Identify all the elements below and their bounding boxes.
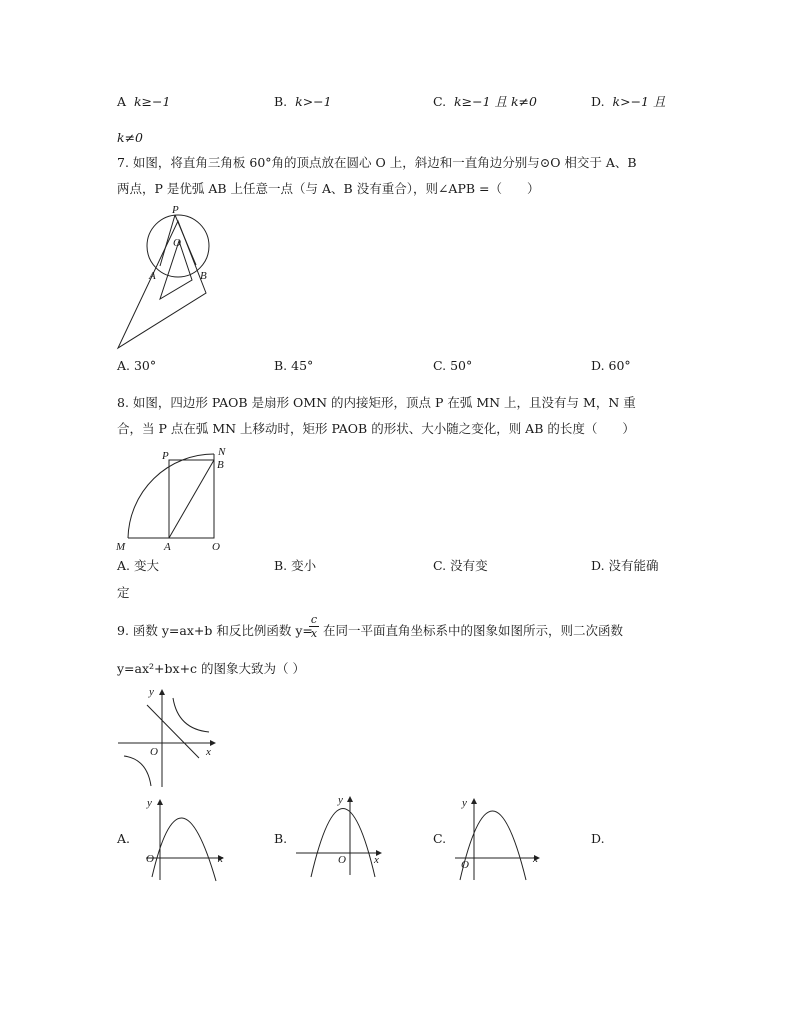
- q9-option-c-graph[interactable]: [452, 792, 562, 882]
- q9-ref-label-o: O: [150, 746, 158, 758]
- q7-label-b: B: [200, 270, 207, 282]
- q9-ref-label-y: y: [149, 686, 154, 698]
- q9-c-y-arrow: [471, 798, 477, 804]
- q7-figure: [110, 203, 230, 353]
- q9-stem-suffix: 在同一平面直角坐标系中的图象如图所示，则二次函数: [323, 623, 624, 638]
- q7-label-p: P: [172, 204, 179, 216]
- q9-option-d-label[interactable]: D.: [591, 831, 605, 846]
- q8-option-d[interactable]: D. 没有能确: [591, 558, 659, 573]
- q9-option-b-label[interactable]: B.: [274, 831, 288, 846]
- q9-ref-y-arrow: [159, 689, 165, 695]
- q9-c-label-x: x: [533, 853, 538, 865]
- q8-option-a[interactable]: A. 变大: [117, 558, 159, 573]
- q7-option-a[interactable]: A. 30°: [117, 358, 157, 373]
- q9-ref-hyperbola-lower: [124, 756, 151, 786]
- q6-option-a[interactable]: [117, 96, 170, 109]
- q7-option-c[interactable]: C. 50°: [433, 358, 473, 373]
- q9-b-label-o: O: [338, 854, 346, 866]
- q9-a-label-x: x: [218, 853, 223, 865]
- q6-option-a-text: k≥−1: [133, 94, 171, 109]
- q8-stem-line1: 8. 如图，四边形 PAOB 是扇形 OMN 的内接矩形，顶点 P 在弧 MN 上，且没有与 M，N 重: [117, 395, 636, 410]
- q6-option-b-letter: B.: [274, 94, 288, 109]
- q9-option-b-graph[interactable]: [290, 790, 400, 880]
- q6-option-d-text: k>−1 且: [612, 94, 666, 109]
- q8-label-m: M: [116, 541, 126, 553]
- q6-option-d-continuation: k≠0: [117, 130, 144, 145]
- q9-a-label-o: O: [146, 853, 154, 865]
- q9-c-parabola: [460, 811, 526, 880]
- q9-stem-prefix: 9. 函数 y=ax+b 和反比例函数 y=: [117, 623, 313, 638]
- q9-a-y-arrow: [157, 799, 163, 805]
- q9-stem-line2: y=ax²+bx+c 的图象大致为（ ）: [117, 661, 305, 676]
- q8-stem-line2: 合，当 P 点在弧 MN 上移动时，矩形 PAOB 的形状、大小随之变化，则 AB 的长度（ ）: [117, 421, 635, 436]
- q8-figure: [112, 446, 242, 556]
- q6-option-d[interactable]: [591, 96, 665, 109]
- q6-option-d-letter: D.: [591, 94, 605, 109]
- q8-option-c[interactable]: C. 没有变: [433, 558, 488, 573]
- q9-b-label-y: y: [338, 794, 343, 806]
- q9-fraction: [309, 614, 319, 639]
- q8-label-n: N: [218, 446, 226, 458]
- q9-a-parabola: [152, 818, 216, 881]
- q8-option-d-continuation: 定: [117, 585, 130, 600]
- q9-b-parabola: [311, 809, 375, 878]
- q9-option-c-label[interactable]: C.: [433, 831, 447, 846]
- q9-b-y-arrow: [347, 796, 353, 802]
- q8-label-a: A: [164, 541, 171, 553]
- q8-sector-arc: [128, 454, 214, 538]
- q6-option-b[interactable]: [274, 96, 332, 109]
- q7-stem-line1: 7. 如图，将直角三角板 60°角的顶点放在圆心 O 上，斜边和一直角边分别与⊙O 相交于 A、B: [117, 155, 637, 170]
- q6-option-b-text: k>−1: [295, 94, 332, 109]
- q9-fraction-numerator: c: [310, 613, 318, 626]
- q9-a-label-y: y: [147, 797, 152, 809]
- q9-ref-label-x: x: [206, 746, 211, 758]
- q6-option-c-text: k≥−1 且 k≠0: [454, 94, 537, 109]
- q9-option-a-label[interactable]: A.: [117, 831, 131, 846]
- q9-c-label-y: y: [462, 797, 467, 809]
- q9-option-a-graph[interactable]: [140, 795, 250, 885]
- q9-c-label-o: O: [461, 859, 469, 871]
- q8-label-p: P: [162, 450, 169, 462]
- q9-stem-line1: [117, 625, 313, 638]
- q7-label-a: A: [149, 270, 156, 282]
- q9-reference-graph: [115, 683, 225, 793]
- q7-option-b[interactable]: B. 45°: [274, 358, 314, 373]
- q6-option-a-letter: A: [117, 94, 127, 109]
- q9-fraction-denominator: x: [310, 627, 318, 640]
- q7-triangle-outer: [118, 221, 206, 348]
- q8-diagonal-ab: [169, 460, 214, 538]
- q8-option-b[interactable]: B. 变小: [274, 558, 317, 573]
- q8-label-b: B: [217, 459, 224, 471]
- q6-option-c[interactable]: [433, 96, 537, 109]
- q9-ref-x-arrow: [210, 740, 216, 746]
- q8-label-o: O: [212, 541, 220, 553]
- q7-label-o: O: [173, 237, 181, 249]
- q7-stem-line2: 两点，P 是优弧 AB 上任意一点（与 A、B 没有重合），则∠APB =（ ）: [117, 181, 540, 196]
- q9-b-label-x: x: [374, 854, 379, 866]
- q6-option-c-letter: C.: [433, 94, 447, 109]
- q7-option-d[interactable]: D. 60°: [591, 358, 631, 373]
- q9-ref-hyperbola-upper: [173, 698, 209, 732]
